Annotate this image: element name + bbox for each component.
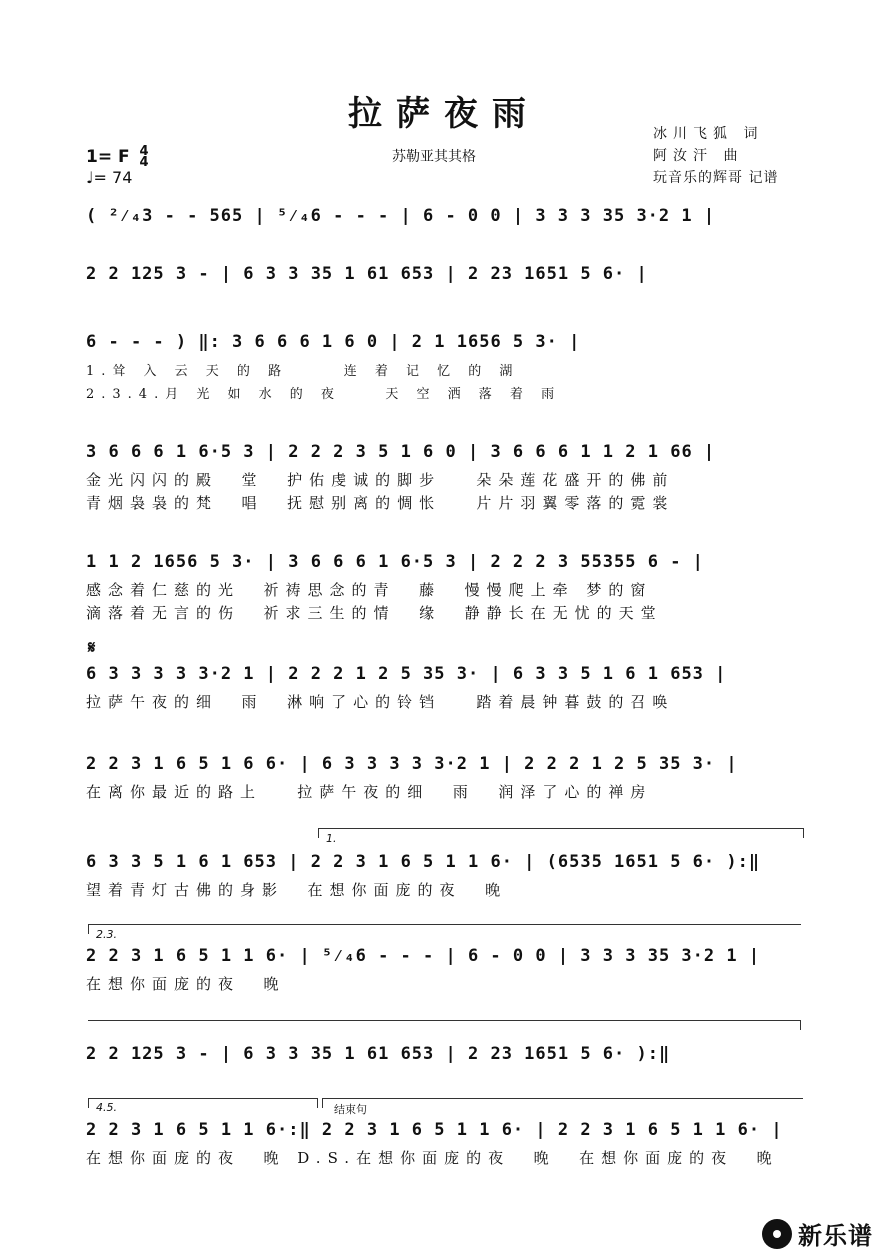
style-note: 苏勒亚其其格 — [392, 149, 476, 165]
lyricist-credit: 冰川飞狐 词 — [653, 126, 764, 142]
lyrics-row-6: 拉萨午夜的细 雨 淋响了心的铃铛 踏着晨钟暮鼓的召唤 — [86, 693, 675, 711]
segno-sign: 𝄋 — [88, 638, 96, 658]
key-signature — [86, 146, 149, 168]
logo-text: 新乐谱 — [798, 1222, 873, 1250]
score-row-9: 2 2 3 1 6 5 1 1 6· | ⁵⁄₄6 - - - | 6 - 0 0 | 3 3 3 35 3·2 1 | — [86, 946, 761, 966]
lyrics-row-8: 望着青灯古佛的身影 在想你面庞的夜 晚 — [86, 881, 508, 899]
time-signature: 4 4 — [139, 144, 149, 170]
lyrics-row-7: 在离你最近的路上 拉萨午夜的细 雨 润泽了心的禅房 — [86, 783, 653, 801]
lyrics-row-3-verse2: 2.3.4.月 光 如 水 的 夜 天 空 洒 落 着 雨 — [86, 387, 562, 402]
volta-bracket-4-5 — [88, 1098, 318, 1108]
score-row-7: 2 2 3 1 6 5 1 6 6· | 6 3 3 3 3 3·2 1 | 2 2 2 1 2 5 35 3· | — [86, 754, 738, 774]
composer-credit: 阿汝汗 曲 — [653, 148, 744, 164]
volta-label-1: 1. — [326, 832, 337, 845]
score-row-2: 2 2 125 3 - | 6 3 3 35 1 61 653 | 2 23 1651 5 6· | — [86, 264, 648, 284]
score-row-6: 6 3 3 3 3 3·2 1 | 2 2 2 1 2 5 35 3· | 6 3 3 5 1 6 1 653 | — [86, 664, 727, 684]
coda-bracket — [322, 1098, 803, 1108]
transcriber-credit: 玩音乐的辉哥 记谱 — [653, 170, 779, 186]
volta-label-4-5: 4.5. — [96, 1101, 117, 1114]
score-row-5: 1 1 2 1656 5 3· | 3 6 6 6 1 6·5 3 | 2 2 2 3 55355 6 - | — [86, 552, 704, 572]
page-title: 拉萨夜雨 — [348, 94, 540, 134]
volta-bracket-2-cont — [88, 1020, 801, 1030]
lyrics-row-11: 在想你面庞的夜 晚 D.S.在想你面庞的夜 晚 在想你面庞的夜 晚 — [86, 1149, 779, 1167]
record-disc-icon — [762, 1219, 792, 1249]
lyrics-row-9: 在想你面庞的夜 晚 — [86, 975, 286, 993]
volta-label-2: 2.3. — [96, 928, 117, 941]
score-row-4: 3 6 6 6 1 6·5 3 | 2 2 2 3 5 1 6 0 | 3 6 6 6 1 1 2 1 66 | — [86, 442, 716, 462]
site-logo — [762, 1216, 873, 1251]
lyrics-row-5-verse2: 滴落着无言的伤 祈求三生的情 缘 静静长在无忧的天堂 — [86, 604, 663, 622]
key-label: 1= F — [86, 147, 130, 167]
score-row-1: ( ²⁄₄3 - - 565 | ⁵⁄₄6 - - - | 6 - 0 0 | 3 3 3 35 3·2 1 | — [86, 206, 716, 226]
score-row-3: 6 - - - ) ‖: 3 6 6 6 1 6 0 | 2 1 1656 5 3· | — [86, 332, 581, 352]
volta-bracket-2 — [88, 924, 801, 934]
coda-label: 结束句 — [334, 1103, 367, 1116]
lyrics-row-4-verse1: 金光闪闪的殿 堂 护佑虔诚的脚步 朵朵莲花盛开的佛前 — [86, 471, 675, 489]
score-row-8: 6 3 3 5 1 6 1 653 | 2 2 3 1 6 5 1 1 6· | (6535 1651 5 6· ):‖ — [86, 852, 761, 872]
score-row-11: 2 2 3 1 6 5 1 1 6·:‖ 2 2 3 1 6 5 1 1 6· | 2 2 3 1 6 5 1 1 6· | — [86, 1120, 783, 1140]
score-row-10: 2 2 125 3 - | 6 3 3 35 1 61 653 | 2 23 1651 5 6· ):‖ — [86, 1044, 671, 1064]
lyrics-row-4-verse2: 青烟袅袅的梵 唱 抚慰别离的惆怅 片片羽翼零落的霓裳 — [86, 494, 675, 512]
lyrics-row-5-verse1: 感念着仁慈的光 祈祷思念的青 藤 慢慢爬上牵 梦的窗 — [86, 581, 653, 599]
tempo-marking: ♩= 74 — [86, 168, 133, 187]
lyrics-row-3-verse1: 1.耸 入 云 天 的 路 连 着 记 忆 的 湖 — [86, 364, 520, 379]
volta-bracket-1 — [318, 828, 804, 838]
